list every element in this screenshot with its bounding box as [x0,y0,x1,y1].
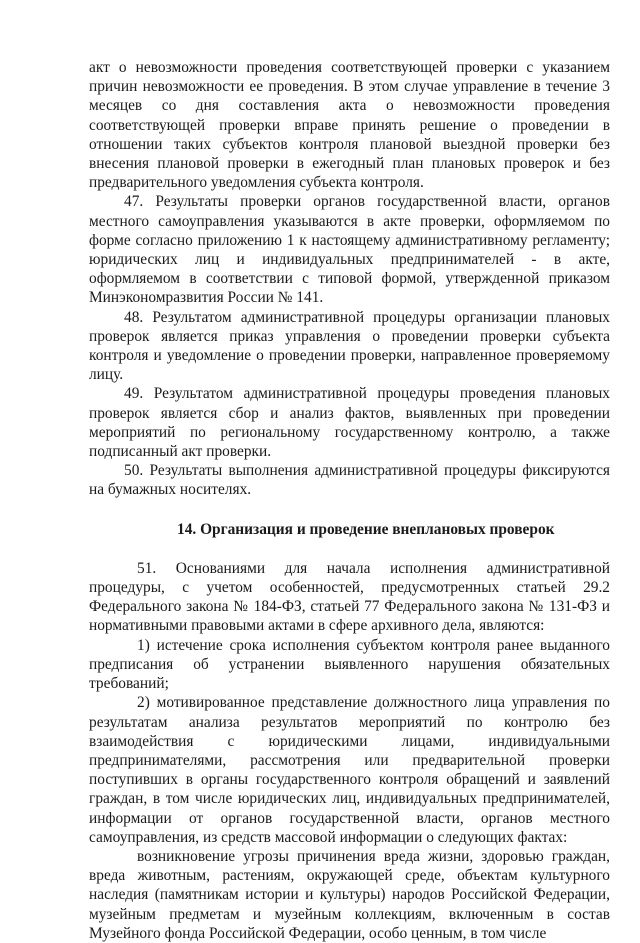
paragraph-49: 49. Результатом административной процедуры проведения плановых проверок является сбор и анализ фактов, выявленных при проведении мероприятий по региональному государственному контролю, а также подписанный акт проверки. [89,385,610,461]
paragraph-47: 47. Результаты проверки органов государственной власти, органов местного самоуправления указываются в акте проверки, оформляемом по форме согласно приложению 1 к настоящему административному регламенту; юридических лиц и индивидуальных предпринимателей - в акте, оформляемом в соответствии с типовой формой, утвержденной приказом Минэкономразвития России № 141. [89,193,610,307]
paragraph-51: 51. Основаниями для начала исполнения административной процедуры, с учетом особенностей, предусмотренных статьей 29.2 Федерального закона № 184-ФЗ, статьей 77 Федерального закона № 131-ФЗ и нормативными правовыми актами в сфере архивного дела, являются: [89,559,610,635]
paragraph-48: 48. Результатом административной процедуры организации плановых проверок является приказ управления о проведении проверки субъекта контроля и уведомление о проведении проверки, направленное проверяемому лицу. [89,308,610,384]
list-item-2: 2) мотивированное представление должностного лица управления по результатам анализа результатов мероприятий по контролю без взаимодействия с юридическими лицами, индивидуальными предпринимателями, рассмотрения или предварительной проверки поступивших в органы государственного контроля обращений и заявлений граждан, в том числе юридических лиц, индивидуальных предпринимателей, информации от органов государственной власти, органов местного самоуправления, из средств массовой информации о следующих фактах: [89,694,610,846]
document-body [89,58,610,943]
paragraph-continuation: акт о невозможности проведения соответствующей проверки с указанием причин невозможности ее проведения. В этом случае управление в течение 3 месяцев со дня составления акта о невозможности проведения соответствующей проверки вправе принять решение о проведении в отношении таких субъектов контроля плановой выездной проверки без внесения плановой проверки в ежегодный план плановых проверок и без предварительного уведомления субъекта контроля. [89,59,610,192]
section-heading: 14. Организация и проведение внеплановых проверок [177,520,555,538]
list-item-1: 1) истечение срока исполнения субъектом контроля ранее выданного предписания об устранении выявленного нарушения обязательных требований; [89,636,610,693]
paragraph-50: 50. Результаты выполнения административной процедуры фиксируются на бумажных носителях. [89,462,610,499]
sub-item-threat: возникновение угрозы причинения вреда жизни, здоровью граждан, вреда животным, растениям, окружающей среде, объектам культурного наследия (памятникам истории и культуры) народов Российской Федерации, музейным предметам и музейным коллекциям, включенным в состав Музейного фонда Российской Федерации, особо ценным, в том числе [89,847,610,942]
